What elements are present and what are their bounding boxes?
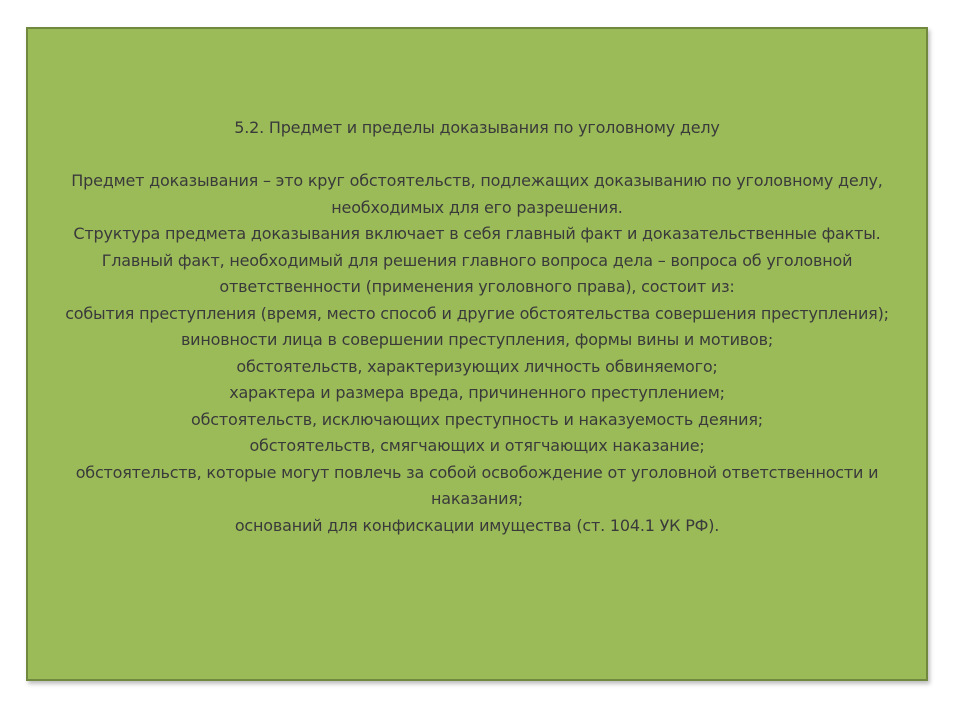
slide-text	[42, 115, 912, 539]
list-item-personality: обстоятельств, характеризующих личность обвиняемого;	[236, 356, 718, 376]
content-panel	[26, 27, 928, 681]
list-item-event: события преступления (время, место способ и другие обстоятельства совершения преступления);	[65, 303, 889, 323]
list-item-harm: характера и размера вреда, причиненного преступлением;	[229, 383, 725, 402]
list-item-confiscation: оснований для конфискации имущества (ст. 104.1 УК РФ).	[234, 515, 720, 535]
blank-line	[42, 142, 912, 169]
list-item-excluding: обстоятельств, исключающих преступность и наказуемость деяния;	[191, 409, 763, 429]
paragraph-main-fact: Главный факт, необходимый для решения главного вопроса дела – вопроса об уголовной ответственности (применения уголовного права), состоит из:	[101, 250, 853, 296]
list-item-guilt: виновности лица в совершении преступления, формы вины и мотивов;	[180, 330, 774, 349]
paragraph-structure: Структура предмета доказывания включает в себя главный факт и доказательственные факты.	[73, 224, 881, 243]
slide-title: 5.2. Предмет и пределы доказывания по уголовному делу	[234, 118, 720, 137]
list-item-mitigating: обстоятельств, смягчающих и отягчающих наказание;	[249, 436, 705, 455]
list-item-release: обстоятельств, которые могут повлечь за собой освобождение от уголовной ответственности и наказания;	[75, 462, 879, 508]
paragraph-definition: Предмет доказывания – это круг обстоятельств, подлежащих доказыванию по уголовному делу, необходимых для его разрешения.	[71, 171, 883, 217]
